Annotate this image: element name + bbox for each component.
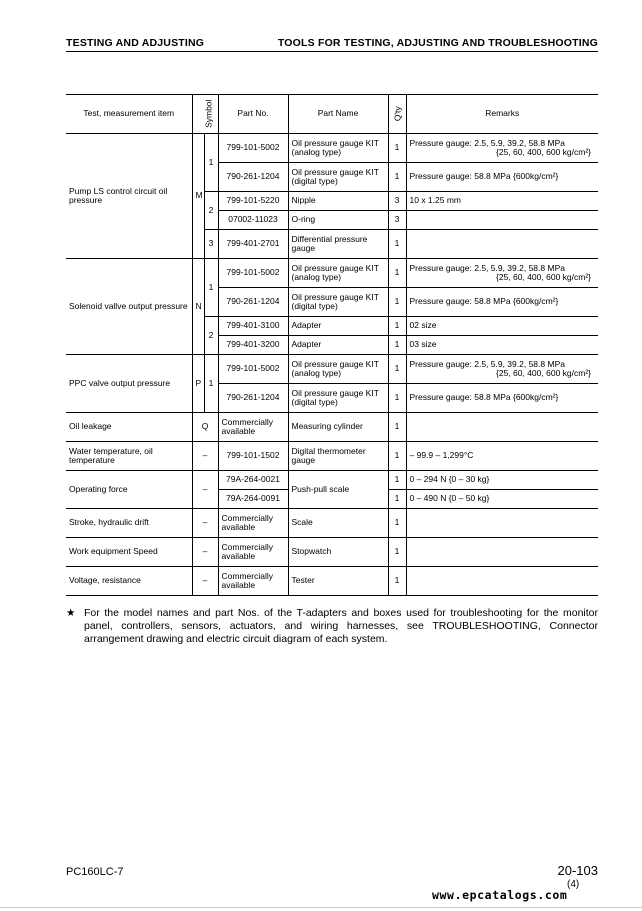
remarks-line-1: Pressure gauge: 2.5, 5.9, 39.2, 58.8 MPa [409, 137, 565, 148]
table-row [66, 538, 598, 567]
qty-cell: 3 [388, 211, 406, 230]
item-cell: Voltage, resistance [66, 567, 192, 596]
col-header-remarks: Remarks [406, 95, 598, 134]
part-no-cell: 799-101-5002 [218, 259, 288, 288]
table-row [66, 413, 598, 442]
remarks-cell [406, 134, 598, 163]
col-header-part-no: Part No. [218, 95, 288, 134]
item-cell: Solenoid vallve output pressure [66, 259, 192, 355]
header-chapter-title: TOOLS FOR TESTING, ADJUSTING AND TROUBLESHOOTING [277, 37, 598, 49]
remarks-cell [406, 567, 598, 596]
item-cell: Oil leakage [66, 413, 192, 442]
symbol-cell: – [192, 471, 218, 509]
qty-cell: 1 [388, 336, 406, 355]
footnote [66, 607, 598, 646]
qty-cell: 1 [388, 490, 406, 509]
part-name-cell: Nipple [288, 192, 388, 211]
table-row [66, 134, 598, 163]
remarks-cell: 0 – 294 N {0 – 30 kg} [406, 471, 598, 490]
item-cell: Pump LS control circuit oil pressure [66, 134, 192, 259]
table-row [66, 355, 598, 384]
remarks-cell [406, 538, 598, 567]
item-cell: PPC valve output pressure [66, 355, 192, 413]
part-no-cell: 790-261-1204 [218, 163, 288, 192]
part-name-cell: Oil pressure gauge KIT (analog type) [288, 259, 388, 288]
table-row [66, 442, 598, 471]
item-cell: Work equipment Speed [66, 538, 192, 567]
remarks-line-2: {25, 60, 400, 600 kg/cm²} [496, 272, 591, 282]
qty-cell: 1 [388, 163, 406, 192]
symbol-cell: M [192, 134, 204, 259]
part-no-cell: Commercially available [218, 413, 288, 442]
part-no-cell: 07002-11023 [218, 211, 288, 230]
item-cell: Water temperature, oil temperature [66, 442, 192, 471]
remarks-cell: 02 size [406, 317, 598, 336]
footer-model: PC160LC-7 [66, 866, 124, 878]
sub-symbol-cell: 1 [204, 355, 218, 413]
symbol-cell: P [192, 355, 204, 413]
header-section-title: TESTING AND ADJUSTING [66, 37, 205, 49]
sub-symbol-cell: 1 [204, 259, 218, 317]
remarks-line-1: Pressure gauge: 2.5, 5.9, 39.2, 58.8 MPa [409, 358, 565, 369]
remarks-cell [406, 211, 598, 230]
remarks-line-1: Pressure gauge: 2.5, 5.9, 39.2, 58.8 MPa [409, 262, 565, 273]
col-header-part-name: Part Name [288, 95, 388, 134]
part-name-cell: Differential pressure gauge [288, 230, 388, 259]
remarks-cell: Pressure gauge: 58.8 MPa {600kg/cm²} [406, 384, 598, 413]
qty-cell: 1 [388, 230, 406, 259]
sub-symbol-cell: 2 [204, 317, 218, 355]
col-header-symbol: Symbol [192, 95, 218, 134]
part-no-cell: 799-101-5002 [218, 355, 288, 384]
remarks-line-2: {25, 60, 400, 600 kg/cm²} [496, 147, 591, 157]
symbol-cell: – [192, 538, 218, 567]
part-no-cell: Commercially available [218, 567, 288, 596]
part-name-cell: Oil pressure gauge KIT (digital type) [288, 163, 388, 192]
part-no-cell: 799-401-3200 [218, 336, 288, 355]
symbol-cell: Q [192, 413, 218, 442]
tools-table [66, 94, 598, 596]
symbol-cell: – [192, 567, 218, 596]
remarks-cell [406, 259, 598, 288]
part-no-cell: 790-261-1204 [218, 288, 288, 317]
item-cell: Stroke, hydraulic drift [66, 509, 192, 538]
qty-cell: 1 [388, 509, 406, 538]
part-name-cell: Push-pull scale [288, 471, 388, 509]
part-name-cell: Oil pressure gauge KIT (analog type) [288, 355, 388, 384]
remarks-cell [406, 509, 598, 538]
qty-cell: 1 [388, 259, 406, 288]
table-row [66, 259, 598, 288]
part-no-cell: 799-101-1502 [218, 442, 288, 471]
table-row [66, 567, 598, 596]
table-row [66, 471, 598, 490]
remarks-cell: 03 size [406, 336, 598, 355]
part-no-cell: 79A-264-0021 [218, 471, 288, 490]
qty-cell: 1 [388, 384, 406, 413]
footer-revision: (4) [567, 879, 580, 890]
part-name-cell: Oil pressure gauge KIT (analog type) [288, 134, 388, 163]
bottom-divider [0, 907, 642, 908]
remarks-line-2: {25, 60, 400, 600 kg/cm²} [496, 368, 591, 378]
footnote-text: For the model names and part Nos. of the T-adapters and boxes used for troubleshooting for the monitor panel, controllers, sensors, actuators, and wiring harnesses, see TROUBLESHOOTING, Connector arrangement drawing and electric circuit diagram of each system. [84, 607, 598, 645]
qty-cell: 1 [388, 413, 406, 442]
part-name-cell: Tester [288, 567, 388, 596]
table-header-row [66, 95, 598, 134]
col-header-qty: Q'ty [388, 95, 406, 134]
remarks-cell [406, 355, 598, 384]
part-name-cell: O-ring [288, 211, 388, 230]
qty-cell: 1 [388, 471, 406, 490]
item-cell: Operating force [66, 471, 192, 509]
remarks-cell: Pressure gauge: 58.8 MPa {600kg/cm²} [406, 288, 598, 317]
col-header-item: Test, measurement item [66, 95, 192, 134]
symbol-cell: N [192, 259, 204, 355]
part-name-cell: Scale [288, 509, 388, 538]
remarks-cell [406, 413, 598, 442]
remarks-cell: Pressure gauge: 58.8 MPa {600kg/cm²} [406, 163, 598, 192]
qty-cell: 1 [388, 538, 406, 567]
footer-page-number: 20-103 [557, 863, 598, 878]
remarks-cell: – 99.9 – 1,299°C [406, 442, 598, 471]
qty-cell: 3 [388, 192, 406, 211]
part-name-cell: Digital thermometer gauge [288, 442, 388, 471]
qty-cell: 1 [388, 134, 406, 163]
remarks-cell [406, 230, 598, 259]
sub-symbol-cell: 2 [204, 192, 218, 230]
part-name-cell: Stopwatch [288, 538, 388, 567]
part-name-cell: Oil pressure gauge KIT (digital type) [288, 288, 388, 317]
part-no-cell: 79A-264-0091 [218, 490, 288, 509]
part-name-cell: Adapter [288, 336, 388, 355]
sub-symbol-cell: 1 [204, 134, 218, 192]
symbol-cell: – [192, 442, 218, 471]
part-name-cell: Measuring cylinder [288, 413, 388, 442]
qty-cell: 1 [388, 288, 406, 317]
part-no-cell: Commercially available [218, 538, 288, 567]
part-no-cell: Commercially available [218, 509, 288, 538]
page-header [66, 37, 598, 52]
part-name-cell: Oil pressure gauge KIT (digital type) [288, 384, 388, 413]
part-no-cell: 790-261-1204 [218, 384, 288, 413]
remarks-cell: 0 – 490 N {0 – 50 kg} [406, 490, 598, 509]
qty-cell: 1 [388, 355, 406, 384]
table-row [66, 509, 598, 538]
part-no-cell: 799-401-3100 [218, 317, 288, 336]
part-no-cell: 799-401-2701 [218, 230, 288, 259]
qty-cell: 1 [388, 317, 406, 336]
part-name-cell: Adapter [288, 317, 388, 336]
part-no-cell: 799-101-5220 [218, 192, 288, 211]
remarks-cell: 10 x 1.25 mm [406, 192, 598, 211]
sub-symbol-cell: 3 [204, 230, 218, 259]
symbol-cell: – [192, 509, 218, 538]
qty-cell: 1 [388, 442, 406, 471]
qty-cell: 1 [388, 567, 406, 596]
part-no-cell: 799-101-5002 [218, 134, 288, 163]
star-icon: ★ [66, 607, 76, 619]
watermark: www.epcatalogs.com [432, 888, 568, 902]
